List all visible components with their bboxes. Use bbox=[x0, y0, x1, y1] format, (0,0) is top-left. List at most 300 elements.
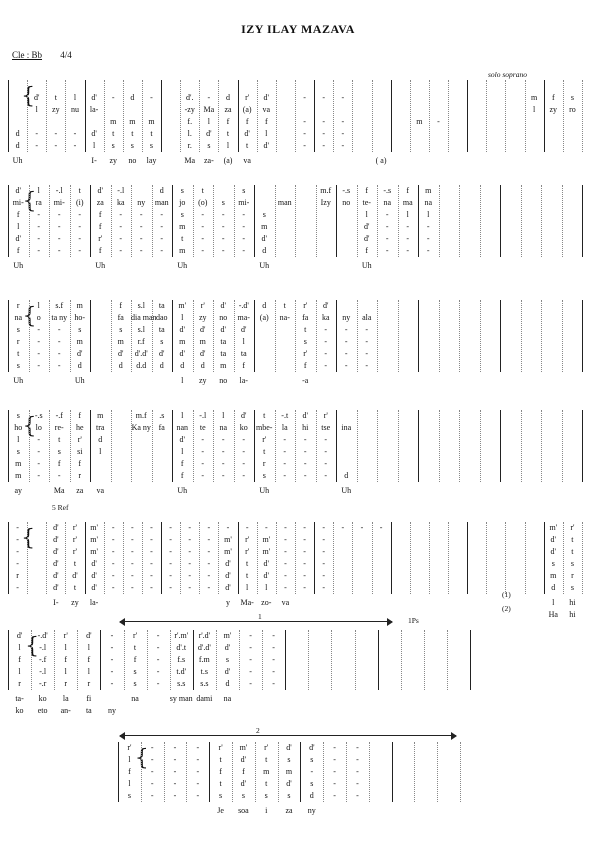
note-cell: he bbox=[75, 423, 84, 432]
note-cell: - bbox=[131, 547, 134, 556]
note-cell: d' bbox=[91, 93, 97, 102]
note-cell: r bbox=[18, 679, 21, 688]
note-cell: - bbox=[150, 93, 153, 102]
note-cell: d.d bbox=[136, 361, 147, 370]
note-cell: t.d' bbox=[176, 667, 187, 676]
score-system-5 bbox=[8, 522, 582, 622]
lyric-syllable: Uh bbox=[259, 261, 270, 270]
note-cell: - bbox=[324, 471, 328, 480]
note-cell: d' bbox=[225, 583, 231, 592]
note-cell: - bbox=[37, 222, 41, 231]
voice-row bbox=[8, 558, 582, 570]
note-cell: fa bbox=[158, 423, 165, 432]
note-cell: .s bbox=[159, 411, 165, 420]
note-cell: - bbox=[303, 471, 307, 480]
volta-2-bracket bbox=[120, 735, 456, 736]
note-cell: - bbox=[221, 471, 225, 480]
note-cell: d' bbox=[33, 93, 40, 102]
note-cell: l bbox=[18, 643, 21, 652]
note-cell: l bbox=[181, 313, 184, 322]
system-brace: { bbox=[22, 304, 37, 329]
voice-row bbox=[8, 336, 582, 348]
note-cell: m' bbox=[262, 547, 271, 556]
note-cell: - bbox=[201, 210, 205, 219]
note-cell: - bbox=[207, 535, 211, 544]
note-cell: t bbox=[263, 447, 266, 456]
voice-row bbox=[118, 754, 460, 766]
note-cell: d bbox=[551, 583, 556, 592]
note-cell: - bbox=[37, 325, 41, 334]
note-cell: - bbox=[406, 234, 410, 243]
note-cell: - bbox=[322, 117, 326, 126]
note-cell: - bbox=[322, 129, 326, 138]
note-cell: f. bbox=[187, 117, 193, 126]
note-cell: - bbox=[119, 246, 123, 255]
note-cell: - bbox=[284, 583, 287, 592]
note-cell: t bbox=[73, 583, 77, 592]
lyrics-row bbox=[8, 705, 470, 717]
lyric-syllable: Ma- bbox=[240, 598, 254, 607]
note-cell: - bbox=[284, 571, 287, 580]
note-cell: t bbox=[265, 755, 268, 764]
note-cell: f bbox=[365, 246, 369, 255]
voice-row bbox=[8, 233, 582, 245]
note-cell: t bbox=[571, 535, 574, 544]
note-cell: m' bbox=[223, 631, 232, 640]
note-cell: - bbox=[341, 117, 345, 126]
note-cell: r' bbox=[303, 349, 308, 358]
lyric-syllable: (a) bbox=[223, 156, 233, 165]
voice-row bbox=[8, 245, 582, 257]
note-cell: m bbox=[263, 767, 270, 776]
note-cell: r bbox=[64, 679, 68, 688]
note-cell: s bbox=[130, 141, 134, 150]
note-cell: - bbox=[111, 571, 115, 580]
note-cell: s bbox=[310, 779, 314, 788]
volta-2-label: 2 bbox=[256, 726, 260, 735]
note-cell: - bbox=[303, 93, 306, 102]
note-cell: - bbox=[160, 246, 164, 255]
volta-1-label: 1 bbox=[258, 612, 262, 621]
note-cell: - bbox=[37, 246, 41, 255]
note-cell: -.s bbox=[383, 186, 392, 195]
note-cell: - bbox=[303, 459, 307, 468]
note-cell: - bbox=[188, 583, 192, 592]
note-cell: fa bbox=[302, 313, 309, 322]
note-cell: la- bbox=[89, 105, 99, 114]
note-cell: l bbox=[73, 93, 77, 102]
note-cell: - bbox=[245, 523, 249, 532]
note-cell: t bbox=[58, 435, 61, 444]
note-cell: f bbox=[180, 459, 184, 468]
note-cell: mbe- bbox=[256, 423, 273, 432]
lyric-syllable: Uh bbox=[74, 376, 85, 385]
note-cell: - bbox=[249, 643, 252, 652]
note-cell: - bbox=[242, 246, 246, 255]
note-cell: m bbox=[550, 571, 557, 580]
lyrics-row bbox=[8, 597, 582, 609]
note-cell: r'.m' bbox=[174, 631, 189, 640]
note-cell: l bbox=[265, 129, 268, 138]
note-cell: m' bbox=[262, 535, 271, 544]
note-cell: s bbox=[570, 583, 574, 592]
lyric-syllable: Uh bbox=[341, 486, 352, 495]
note-cell: m bbox=[261, 222, 268, 231]
note-cell: - bbox=[160, 210, 164, 219]
note-cell: la bbox=[281, 423, 288, 432]
note-cell: s bbox=[180, 210, 184, 219]
note-cell: f bbox=[551, 93, 555, 102]
system-brace: { bbox=[25, 634, 40, 659]
note-cell: s bbox=[119, 325, 123, 334]
voice-row bbox=[8, 300, 582, 312]
note-cell: - bbox=[78, 246, 82, 255]
note-cell: r' bbox=[323, 411, 328, 420]
volta-1-end-label: 1Ps bbox=[408, 616, 419, 625]
voice-row bbox=[8, 470, 582, 482]
note-cell: - bbox=[57, 361, 61, 370]
voice-row bbox=[8, 642, 470, 654]
note-cell: - bbox=[119, 234, 123, 243]
note-cell: - bbox=[131, 571, 134, 580]
note-cell: f bbox=[16, 246, 20, 255]
note-cell: t bbox=[78, 186, 81, 195]
lyric-syllable: Uh bbox=[177, 261, 188, 270]
lyric-syllable: zy bbox=[109, 156, 117, 165]
note-cell: - bbox=[283, 459, 287, 468]
note-cell: m bbox=[179, 337, 186, 346]
note-cell: d'.d' bbox=[134, 349, 148, 358]
lyric-syllable: ta- bbox=[15, 694, 24, 703]
note-cell: s bbox=[310, 755, 314, 764]
note-cell: m bbox=[110, 117, 117, 126]
note-cell: d bbox=[15, 129, 20, 138]
note-cell: t bbox=[17, 349, 20, 358]
note-cell: - bbox=[78, 210, 82, 219]
note-cell: r' bbox=[72, 547, 77, 556]
note-cell: d' bbox=[53, 583, 59, 592]
note-cell: - bbox=[110, 655, 114, 664]
voice-row bbox=[118, 790, 460, 802]
note-cell: f.m bbox=[198, 655, 210, 664]
note-cell: - bbox=[344, 337, 348, 346]
note-cell: r' bbox=[245, 535, 250, 544]
note-cell: ma bbox=[402, 198, 413, 207]
note-cell: t bbox=[54, 93, 57, 102]
note-cell: s bbox=[262, 210, 266, 219]
note-cell: ala bbox=[362, 313, 372, 322]
score-system-1 bbox=[8, 80, 582, 168]
note-cell: d' bbox=[53, 547, 59, 556]
note-cell: s.s bbox=[200, 679, 209, 688]
note-cell: f bbox=[219, 767, 222, 776]
note-cell: - bbox=[188, 523, 192, 532]
note-cell: - bbox=[303, 535, 306, 544]
note-cell: - bbox=[221, 210, 225, 219]
note-cell: s bbox=[570, 93, 574, 102]
note-cell: l bbox=[365, 210, 368, 219]
note-cell: - bbox=[333, 767, 336, 776]
note-cell: -.f bbox=[38, 655, 47, 664]
lyric-syllable: za bbox=[285, 806, 293, 815]
note-cell: - bbox=[196, 791, 200, 800]
note-cell: t bbox=[283, 301, 286, 310]
note-cell: d' bbox=[323, 301, 329, 310]
note-cell: - bbox=[249, 679, 252, 688]
note-cell: r bbox=[78, 471, 82, 480]
note-cell: f bbox=[128, 767, 131, 776]
note-cell: l bbox=[242, 337, 245, 346]
voice-row bbox=[8, 422, 582, 434]
note-cell: - bbox=[110, 667, 114, 676]
voice-row bbox=[8, 312, 582, 324]
note-cell: t bbox=[246, 571, 249, 580]
note-cell: l bbox=[406, 210, 409, 219]
note-cell: m bbox=[15, 459, 22, 468]
note-cell: - bbox=[37, 435, 41, 444]
note-cell: d bbox=[15, 141, 20, 150]
note-cell: f bbox=[18, 655, 21, 664]
note-cell: ta bbox=[240, 349, 247, 358]
note-cell: d' bbox=[364, 234, 370, 243]
lyric-syllable: za- bbox=[204, 156, 214, 165]
note-cell: ta bbox=[220, 349, 227, 358]
note-cell: - bbox=[196, 743, 200, 752]
note-cell: - bbox=[150, 583, 153, 592]
note-cell: r bbox=[87, 679, 91, 688]
note-cell: -.d' bbox=[238, 301, 249, 310]
lyric-syllable: Uh bbox=[13, 261, 24, 270]
note-cell: d' bbox=[240, 755, 247, 764]
note-cell: d' bbox=[309, 743, 315, 752]
note-cell: - bbox=[324, 447, 328, 456]
note-cell: d' bbox=[118, 349, 124, 358]
note-cell: -.t bbox=[281, 411, 289, 420]
note-cell: t bbox=[263, 411, 266, 420]
note-cell: m bbox=[148, 117, 155, 126]
note-cell: - bbox=[78, 222, 82, 231]
note-cell: ta bbox=[158, 301, 165, 310]
note-cell: m' bbox=[178, 301, 187, 310]
note-cell: - bbox=[110, 631, 114, 640]
note-cell: - bbox=[37, 234, 41, 243]
note-cell: - bbox=[139, 234, 143, 243]
note-cell: - bbox=[303, 117, 306, 126]
lyrics-row bbox=[8, 485, 582, 497]
lyric-syllable: lay bbox=[146, 156, 157, 165]
lyric-syllable: I- bbox=[91, 156, 97, 165]
system-brace: { bbox=[21, 526, 36, 551]
note-cell: t.s bbox=[200, 667, 209, 676]
lyric-syllable: na bbox=[131, 694, 139, 703]
note-cell: - bbox=[221, 435, 225, 444]
lyric-syllable: ny bbox=[307, 806, 316, 815]
lyrics-row bbox=[8, 155, 582, 167]
note-cell: - bbox=[221, 246, 225, 255]
note-cell: d bbox=[159, 186, 164, 195]
note-cell: - bbox=[426, 222, 430, 231]
note-cell: d bbox=[262, 246, 267, 255]
note-cell: f bbox=[78, 411, 82, 420]
note-cell: - bbox=[242, 222, 246, 231]
note-cell: ina bbox=[341, 423, 352, 432]
note-cell: - bbox=[173, 767, 177, 776]
note-cell: f bbox=[119, 301, 123, 310]
note-cell: d' bbox=[364, 222, 370, 231]
note-cell: t bbox=[246, 141, 249, 150]
note-cell: t bbox=[181, 234, 184, 243]
note-cell: d' bbox=[225, 559, 231, 568]
note-cell: d' bbox=[86, 631, 92, 640]
note-cell: m.f bbox=[320, 186, 332, 195]
score-system-4 bbox=[8, 410, 582, 498]
note-cell: l bbox=[128, 755, 131, 764]
note-cell: - bbox=[173, 755, 177, 764]
note-cell: r bbox=[571, 571, 574, 580]
note-cell: d' bbox=[72, 571, 78, 580]
note-cell: d' bbox=[159, 349, 165, 358]
note-cell: s bbox=[16, 447, 20, 456]
note-cell: m bbox=[199, 337, 206, 346]
note-cell: - bbox=[303, 129, 306, 138]
note-cell: -.f bbox=[55, 411, 63, 420]
note-cell: m' bbox=[239, 743, 248, 752]
note-cell: - bbox=[207, 559, 211, 568]
note-cell: r' bbox=[127, 743, 132, 752]
beat-line bbox=[582, 522, 583, 594]
note-cell: (o) bbox=[198, 198, 208, 207]
note-cell: r' bbox=[77, 435, 82, 444]
note-cell: l bbox=[64, 643, 67, 652]
note-cell: - bbox=[272, 655, 275, 664]
note-cell: - bbox=[150, 779, 154, 788]
lyric-syllable: an- bbox=[60, 706, 71, 715]
note-cell: t bbox=[133, 643, 137, 652]
lyrics-row bbox=[8, 260, 582, 272]
note-cell: - bbox=[188, 559, 192, 568]
note-cell: - bbox=[322, 583, 326, 592]
lyric-syllable: fi bbox=[86, 694, 92, 703]
note-cell: - bbox=[57, 222, 61, 231]
note-cell: d' bbox=[220, 301, 226, 310]
note-cell: - bbox=[35, 141, 39, 150]
note-cell: - bbox=[249, 667, 252, 676]
note-cell: ta bbox=[158, 325, 165, 334]
note-cell: f bbox=[365, 186, 369, 195]
time-signature: 4/4 bbox=[60, 50, 72, 60]
lyric-syllable: Uh bbox=[95, 261, 106, 270]
note-cell: - bbox=[283, 447, 287, 456]
note-cell: r' bbox=[98, 234, 103, 243]
note-cell: m' bbox=[90, 535, 98, 544]
lyric-syllable: zy bbox=[71, 598, 79, 607]
note-cell: d' bbox=[263, 571, 269, 580]
note-cell: - bbox=[169, 571, 172, 580]
note-cell: - bbox=[111, 535, 115, 544]
note-cell: - bbox=[310, 767, 314, 776]
note-cell: t bbox=[246, 559, 249, 568]
note-cell: ka bbox=[116, 198, 125, 207]
note-cell: - bbox=[303, 523, 306, 532]
note-cell: - bbox=[333, 779, 336, 788]
note-cell: - bbox=[322, 535, 326, 544]
note-cell: - bbox=[333, 743, 336, 752]
note-cell: - bbox=[344, 325, 348, 334]
lyric-syllable: na bbox=[223, 694, 232, 703]
note-cell: t bbox=[571, 547, 574, 556]
note-cell: ho bbox=[14, 423, 23, 432]
note-cell: - bbox=[139, 210, 143, 219]
note-cell: r' bbox=[262, 435, 267, 444]
note-cell: hi bbox=[302, 423, 309, 432]
note-cell: l bbox=[207, 117, 210, 126]
note-cell: - bbox=[150, 559, 153, 568]
lyric-syllable: hi bbox=[569, 598, 576, 607]
lyric-syllable: sy man bbox=[169, 694, 193, 703]
note-cell: - bbox=[57, 234, 61, 243]
note-cell: l bbox=[222, 411, 225, 420]
solo-annotation: solo soprano bbox=[488, 70, 527, 79]
note-cell: m bbox=[179, 246, 186, 255]
note-cell: ta ny bbox=[51, 313, 68, 322]
note-cell: - bbox=[188, 571, 192, 580]
voice-row bbox=[8, 678, 470, 690]
note-cell: - bbox=[379, 523, 383, 532]
note-cell: -.r bbox=[38, 679, 47, 688]
lyric-syllable: Uh bbox=[13, 376, 24, 385]
voice-row bbox=[8, 209, 582, 221]
note-cell: s.s bbox=[177, 679, 186, 688]
note-cell: - bbox=[119, 210, 123, 219]
note-cell: - bbox=[131, 559, 134, 568]
note-cell: d' bbox=[263, 93, 269, 102]
note-cell: s bbox=[551, 559, 555, 568]
note-cell: t bbox=[201, 186, 204, 195]
note-cell: - bbox=[201, 435, 205, 444]
note-cell: - bbox=[385, 210, 389, 219]
note-cell: - bbox=[284, 523, 287, 532]
note-cell: r' bbox=[63, 631, 68, 640]
note-cell: m.f bbox=[135, 411, 147, 420]
note-cell: - bbox=[37, 337, 41, 346]
note-cell: ta bbox=[220, 337, 227, 346]
note-cell: f bbox=[78, 459, 82, 468]
voice-row bbox=[8, 128, 582, 140]
note-cell: m bbox=[285, 767, 293, 776]
voice-row bbox=[8, 666, 470, 678]
note-cell: -.l bbox=[55, 186, 63, 195]
note-cell: t bbox=[131, 129, 134, 138]
voice-row bbox=[8, 434, 582, 446]
note-cell: s bbox=[180, 186, 184, 195]
note-cell: m bbox=[220, 361, 227, 370]
voice-row bbox=[8, 654, 470, 666]
note-cell: d bbox=[180, 361, 185, 370]
note-cell: ny bbox=[342, 313, 351, 322]
lyric-syllable: hi bbox=[569, 610, 576, 619]
lyric-syllable: Je bbox=[217, 806, 224, 815]
note-cell: l bbox=[37, 301, 40, 310]
lyric-syllable: l bbox=[552, 598, 555, 607]
note-cell: - bbox=[333, 755, 336, 764]
note-cell: s bbox=[262, 471, 266, 480]
lyrics-row bbox=[118, 805, 460, 817]
lyric-syllable: Ma bbox=[53, 486, 65, 495]
note-cell: Ka ny bbox=[131, 423, 151, 432]
note-cell: va bbox=[262, 105, 271, 114]
note-cell: s bbox=[160, 337, 164, 346]
note-cell: na bbox=[14, 313, 23, 322]
